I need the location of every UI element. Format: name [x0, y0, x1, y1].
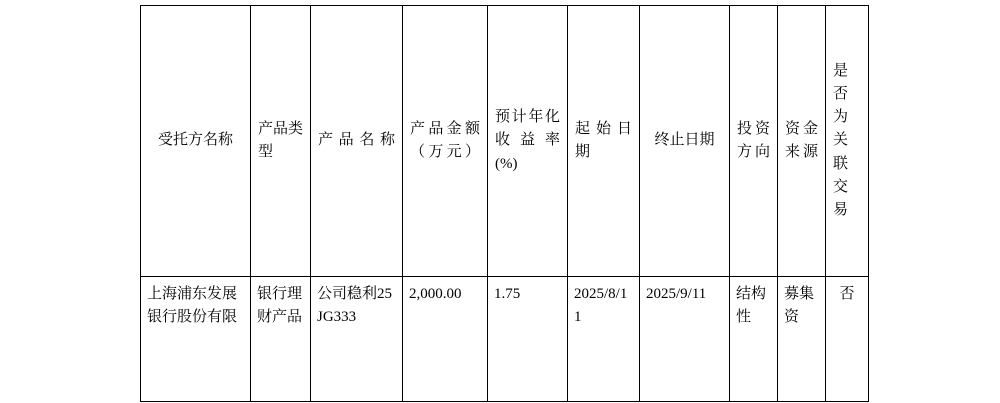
cell-related-transaction: 否	[826, 277, 869, 402]
header-cell-fund-source: 资金来源	[778, 6, 826, 277]
header-cell-start-date: 起始日期	[568, 6, 640, 277]
cell-start-date: 2025/8/11	[568, 277, 640, 402]
cell-trustee-name: 上海浦东发展银行股份有限	[141, 277, 251, 402]
cell-amount: 2,000.00	[403, 277, 488, 402]
table-header-row	[141, 6, 869, 277]
header-cell-expected-yield: 预计年化收益率(%)	[488, 6, 568, 277]
cell-fund-source: 募集资	[778, 277, 826, 402]
cell-end-date: 2025/9/11	[640, 277, 730, 402]
header-cell-trustee-name: 受托方名称	[141, 6, 251, 277]
cell-expected-yield: 1.75	[488, 277, 568, 402]
header-cell-related-transaction: 是否为关联交易	[826, 6, 869, 277]
cell-product-name: 公司稳利25JG333	[311, 277, 403, 402]
header-cell-product-type: 产品类型	[251, 6, 311, 277]
entrusted-wealth-management-table	[140, 5, 869, 402]
header-cell-investment-direction: 投资方向	[730, 6, 778, 277]
cell-product-type: 银行理财产品	[251, 277, 311, 402]
header-cell-product-name: 产品名称	[311, 6, 403, 277]
header-cell-end-date: 终止日期	[640, 6, 730, 277]
header-cell-amount: 产品金额（万元）	[403, 6, 488, 277]
table-row	[141, 277, 869, 402]
table-container	[140, 5, 858, 402]
cell-investment-direction: 结构性	[730, 277, 778, 402]
